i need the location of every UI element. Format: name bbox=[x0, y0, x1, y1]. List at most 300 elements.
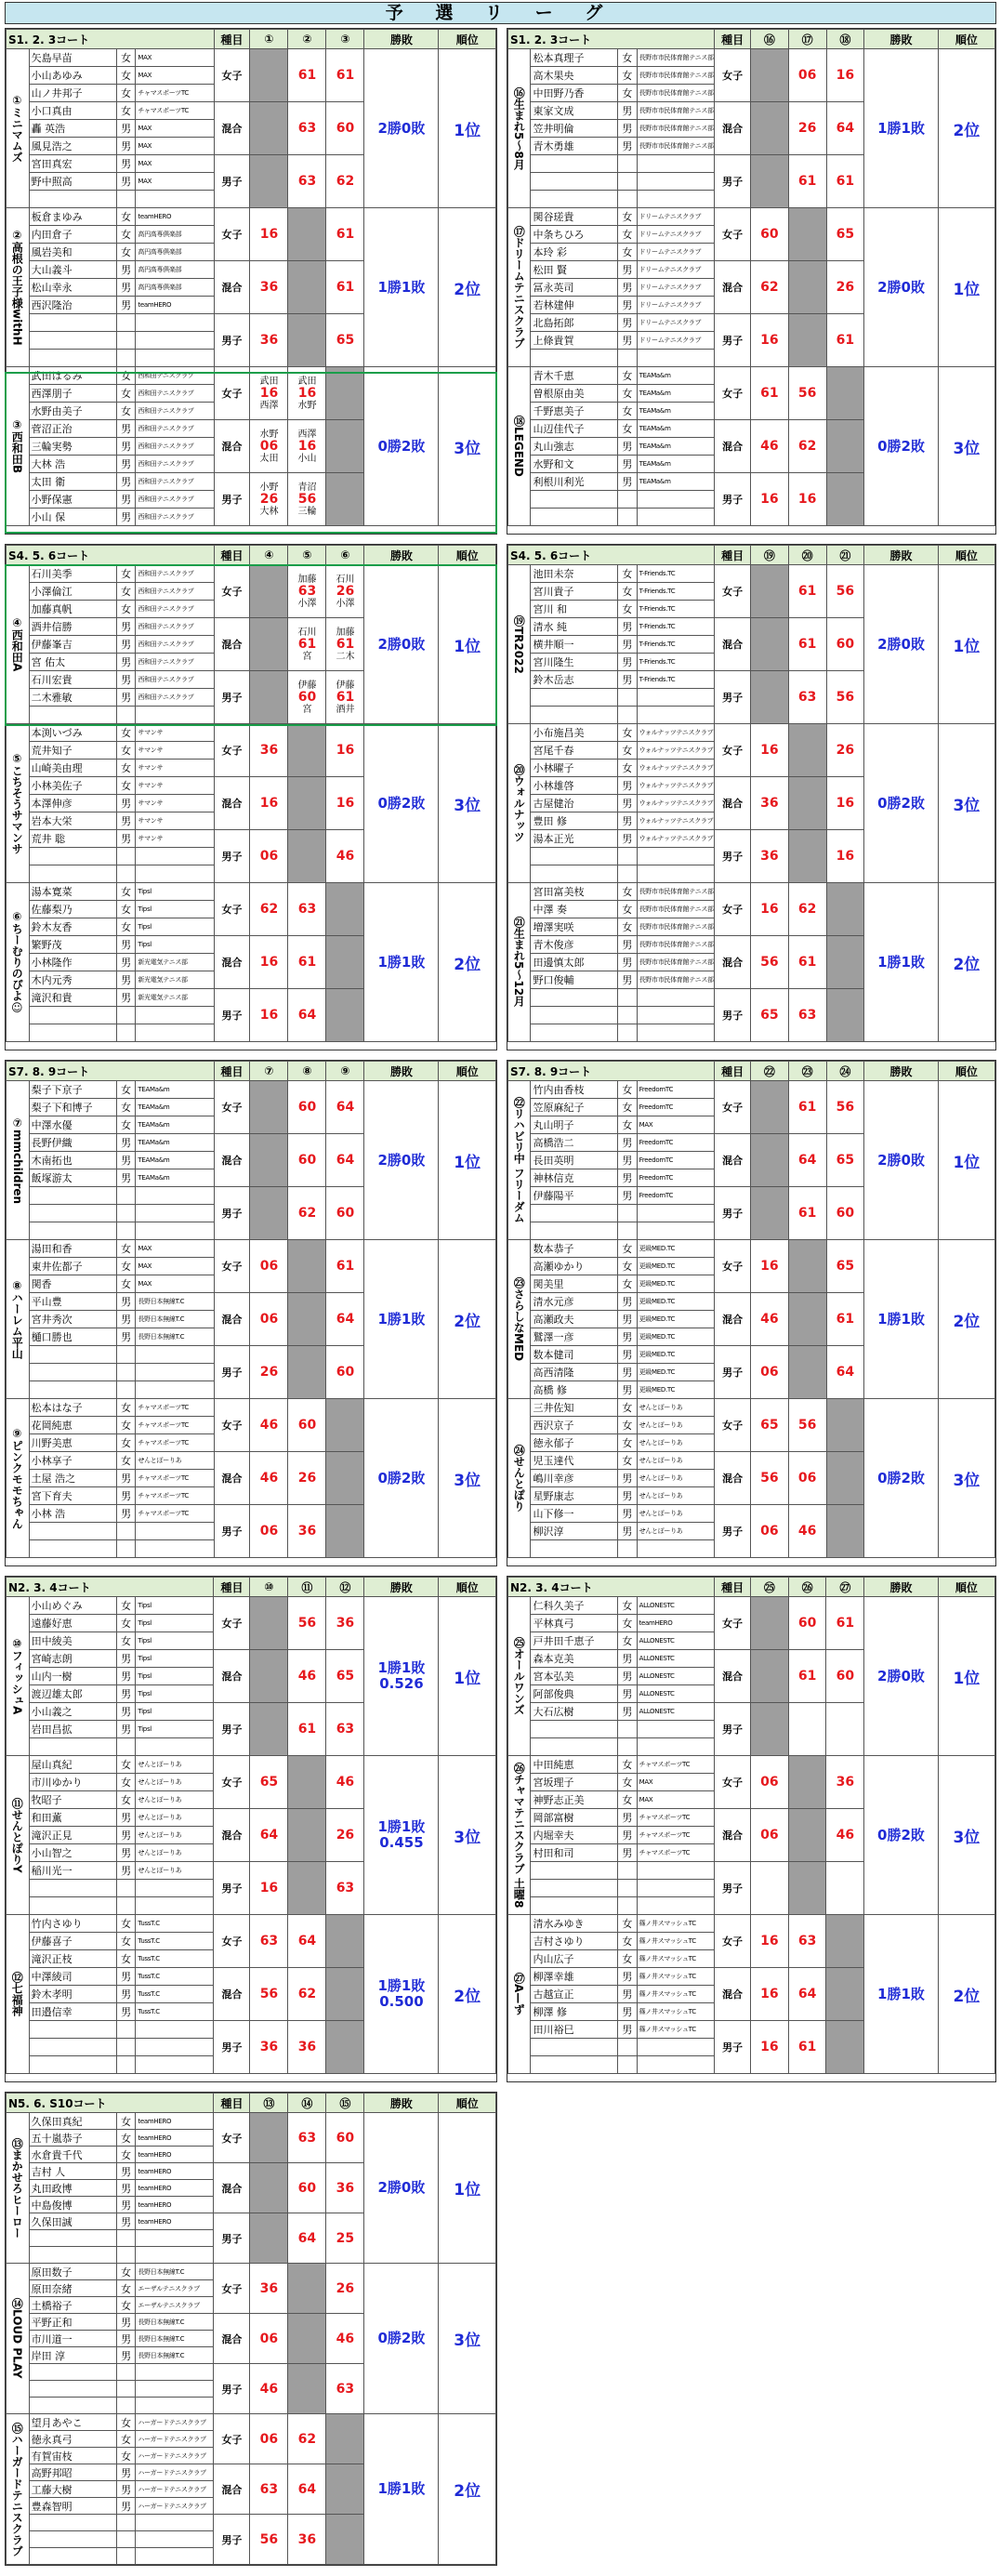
win-loss: 1勝1敗 bbox=[364, 208, 439, 367]
self-match-cell bbox=[750, 155, 788, 208]
score-value: 56 bbox=[297, 491, 317, 507]
player-name: 水倉貴千代 bbox=[29, 2147, 116, 2163]
player-gender: 女 bbox=[116, 1756, 136, 1774]
type-header: 種目 bbox=[715, 546, 751, 565]
self-match-cell bbox=[288, 1809, 326, 1862]
event-type: 混合 bbox=[715, 1968, 751, 2021]
event-type: 女子 bbox=[715, 49, 751, 102]
player-club: Tipsl bbox=[136, 883, 214, 901]
player-club: MAX bbox=[136, 138, 214, 155]
player-gender: 男 bbox=[116, 1685, 136, 1703]
player-club: サマンサ bbox=[136, 760, 214, 777]
player-club: 長野日本無線T.C bbox=[136, 2264, 214, 2280]
win-loss: 1勝1敗 bbox=[864, 883, 939, 1042]
player-gender: 男 bbox=[618, 261, 637, 279]
rank-header: 順位 bbox=[439, 1062, 496, 1081]
player-gender: 女 bbox=[116, 724, 136, 742]
player-gender: 男 bbox=[116, 2163, 136, 2180]
event-type: 混合 bbox=[715, 1293, 751, 1346]
player-club: MAX bbox=[136, 1275, 214, 1293]
player-name: 工藤大樹 bbox=[29, 2481, 116, 2498]
player-name: 川野美恵 bbox=[29, 1434, 116, 1452]
player-name: 中田純恵 bbox=[531, 1756, 618, 1774]
player-gender: 男 bbox=[116, 1293, 136, 1311]
match-score: 62 bbox=[288, 1968, 326, 2021]
player-name: 内田倉子 bbox=[29, 226, 116, 244]
player-gender: 男 bbox=[116, 654, 136, 671]
rank-header: 順位 bbox=[938, 546, 994, 565]
player-club: 西和田テニスクラブ bbox=[136, 438, 214, 456]
player-club: ALLONESTC bbox=[637, 1668, 715, 1685]
pair-player: 武田 bbox=[297, 376, 317, 387]
player-club: 長野市市民体育館テニス部 bbox=[637, 85, 715, 102]
player-gender: 女 bbox=[618, 1774, 637, 1791]
player-gender: 女 bbox=[116, 208, 136, 226]
rank: 3位 bbox=[938, 724, 994, 883]
player-gender: 男 bbox=[116, 1827, 136, 1844]
match-score: 56 bbox=[826, 1081, 864, 1134]
player-club: 長野市市民体育館テニス部 bbox=[637, 102, 715, 120]
win-loss: 2勝0敗 bbox=[864, 208, 939, 367]
score-value: 63 bbox=[297, 583, 317, 599]
pair-player: 石川 bbox=[297, 627, 317, 638]
player-name: 樋口勝也 bbox=[29, 1328, 116, 1346]
player-gender: 女 bbox=[116, 1240, 136, 1258]
player-name: 石川美季 bbox=[29, 565, 116, 583]
player-gender: 男 bbox=[116, 671, 136, 689]
league-block bbox=[5, 28, 497, 535]
match-score: 60 bbox=[826, 1650, 864, 1703]
player-name: 関谷瑳貴 bbox=[531, 208, 618, 226]
player-row bbox=[7, 49, 496, 67]
player-club: TEAMa&m bbox=[637, 420, 715, 438]
event-type: 混合 bbox=[715, 1809, 751, 1862]
player-name: 高瀬政夫 bbox=[531, 1311, 618, 1328]
rank-header: 順位 bbox=[439, 2094, 496, 2113]
event-type: 女子 bbox=[715, 208, 751, 261]
player-name: 中田野乃香 bbox=[531, 85, 618, 102]
player-name: 曽根原由美 bbox=[531, 385, 618, 403]
league-block bbox=[507, 28, 996, 535]
match-score: 64 bbox=[326, 1134, 364, 1187]
player-name: 小山めぐみ bbox=[29, 1597, 116, 1615]
match-score: 63 bbox=[788, 1915, 826, 1968]
win-loss: 2勝0敗 bbox=[364, 2113, 439, 2264]
pair-names bbox=[290, 574, 323, 610]
player-club: 長野市市民体育館テニス部 bbox=[637, 954, 715, 971]
player-name: 鈴木友香 bbox=[29, 918, 116, 936]
player-gender: 女 bbox=[618, 1632, 637, 1650]
self-match-cell bbox=[288, 1240, 326, 1293]
event-type: 女子 bbox=[214, 1756, 250, 1809]
player-gender: 男 bbox=[116, 2331, 136, 2347]
player-club: ALLONESTC bbox=[637, 1597, 715, 1615]
pair-player: 青沼 bbox=[297, 482, 317, 493]
pair-player: 伊藤 bbox=[336, 680, 355, 691]
team-name: ①ミニマムズ bbox=[7, 49, 30, 208]
player-gender: 女 bbox=[116, 1417, 136, 1434]
player-name: 古屋健治 bbox=[531, 795, 618, 812]
player-gender: 男 bbox=[618, 1685, 637, 1703]
player-name: 花岡純恵 bbox=[29, 1417, 116, 1434]
match-score: 16 bbox=[250, 989, 288, 1042]
player-name: 岩田昌拡 bbox=[29, 1721, 116, 1738]
player-gender: 女 bbox=[116, 742, 136, 760]
event-type: 女子 bbox=[715, 883, 751, 936]
player-gender: 男 bbox=[116, 2481, 136, 2498]
player-gender: 男 bbox=[116, 420, 136, 438]
self-match-cell bbox=[788, 724, 826, 777]
player-club: 更級MED.TC bbox=[637, 1346, 715, 1364]
player-name: 伊藤陽平 bbox=[531, 1187, 618, 1205]
player-gender: 男 bbox=[618, 2021, 637, 2039]
player-club: TussT.C bbox=[136, 2003, 214, 2021]
player-row bbox=[508, 1756, 995, 1774]
event-type: 男子 bbox=[214, 155, 250, 208]
player-gender: 男 bbox=[116, 491, 136, 509]
player-gender: 女 bbox=[618, 1417, 637, 1434]
win-loss: 1勝1敗 0.500 bbox=[364, 1915, 439, 2074]
match-score bbox=[826, 1862, 864, 1915]
player-club: せんとぽーりあ bbox=[136, 1756, 214, 1774]
player-name: 宮崎志朗 bbox=[29, 1650, 116, 1668]
match-score: 46 bbox=[750, 420, 788, 473]
player-row bbox=[7, 2113, 496, 2130]
rank: 3位 bbox=[439, 1756, 496, 1915]
match-score: 63 bbox=[288, 2113, 326, 2163]
player-club: 長野日本無線T.C bbox=[136, 2347, 214, 2364]
player-club: ウォルナッツテニスクラブ bbox=[637, 795, 715, 812]
player-name: 望月あやこ bbox=[29, 2414, 116, 2431]
player-club: ハーガードテニスクラブ bbox=[136, 2481, 214, 2498]
player-row bbox=[508, 49, 995, 67]
match-score: 16 bbox=[788, 473, 826, 526]
player-name: 山内一樹 bbox=[29, 1668, 116, 1685]
player-club: ハーガードテニスクラブ bbox=[136, 2414, 214, 2431]
player-club: ウォルナッツテニスクラブ bbox=[637, 742, 715, 760]
self-match-cell bbox=[326, 2414, 364, 2464]
player-club: ウォルナッツテニスクラブ bbox=[637, 830, 715, 848]
player-gender: 男 bbox=[116, 279, 136, 297]
match-score bbox=[288, 473, 326, 526]
player-club: Tipsl bbox=[136, 1703, 214, 1721]
match-score: 63 bbox=[326, 2364, 364, 2414]
player-gender: 男 bbox=[116, 1470, 136, 1487]
event-type: 混合 bbox=[715, 261, 751, 314]
self-match-cell bbox=[326, 2021, 364, 2074]
player-club: 長野日本無線T.C bbox=[136, 2314, 214, 2331]
player-row bbox=[508, 1081, 995, 1099]
player-club: TEAMa&m bbox=[637, 473, 715, 491]
player-gender: 女 bbox=[116, 1597, 136, 1615]
player-name: 酒井信勝 bbox=[29, 618, 116, 636]
self-match-cell bbox=[250, 155, 288, 208]
player-club: 更級MED.TC bbox=[637, 1328, 715, 1346]
result-header: 勝敗 bbox=[864, 30, 939, 49]
event-type: 女子 bbox=[214, 208, 250, 261]
player-name: 高木果央 bbox=[531, 67, 618, 85]
player-name: 菅沼正治 bbox=[29, 420, 116, 438]
player-club: teamHERO bbox=[637, 1615, 715, 1632]
match-header: ㉔ bbox=[826, 1062, 864, 1081]
match-score: 36 bbox=[250, 724, 288, 777]
event-type: 混合 bbox=[715, 420, 751, 473]
player-name: 有賀宙枝 bbox=[29, 2448, 116, 2464]
self-match-cell bbox=[750, 671, 788, 724]
match-header: ⑮ bbox=[326, 2094, 364, 2113]
self-match-cell bbox=[326, 989, 364, 1042]
match-score: 65 bbox=[750, 1399, 788, 1452]
player-club: せんとぽーりあ bbox=[136, 1862, 214, 1880]
player-club: 西和田テニスクラブ bbox=[136, 420, 214, 438]
player-name: 市川ゆかり bbox=[29, 1774, 116, 1791]
league-block bbox=[507, 544, 996, 1050]
player-name: 数本健司 bbox=[531, 1346, 618, 1364]
player-row bbox=[7, 1597, 496, 1615]
win-loss: 0勝2敗 bbox=[364, 1399, 439, 1558]
player-club: せんとぽーりあ bbox=[637, 1487, 715, 1505]
player-club: チャマスポーツTC bbox=[637, 1756, 715, 1774]
player-name: 加藤真帆 bbox=[29, 601, 116, 618]
player-gender: 女 bbox=[116, 1915, 136, 1933]
player-name: 風岩美和 bbox=[29, 244, 116, 261]
player-name: 本澤伸彦 bbox=[29, 795, 116, 812]
match-score: 06 bbox=[250, 1505, 288, 1558]
self-match-cell bbox=[250, 2213, 288, 2264]
player-gender: 男 bbox=[618, 971, 637, 989]
player-gender: 男 bbox=[618, 138, 637, 155]
player-gender: 女 bbox=[618, 1258, 637, 1275]
player-gender: 男 bbox=[618, 812, 637, 830]
player-club: FreedomTC bbox=[637, 1099, 715, 1116]
player-name: 三井佐知 bbox=[531, 1399, 618, 1417]
player-gender: 男 bbox=[618, 332, 637, 350]
match-score: 36 bbox=[250, 261, 288, 314]
match-score: 06 bbox=[750, 1505, 788, 1558]
match-score: 61 bbox=[326, 261, 364, 314]
player-gender: 男 bbox=[618, 1470, 637, 1487]
match-score: 46 bbox=[326, 1756, 364, 1809]
player-club: TEAMa&m bbox=[136, 1081, 214, 1099]
player-gender: 女 bbox=[618, 226, 637, 244]
player-gender: 男 bbox=[116, 1703, 136, 1721]
pair-player: 水野 bbox=[297, 400, 317, 411]
player-gender: 男 bbox=[618, 636, 637, 654]
match-score: 26 bbox=[250, 1346, 288, 1399]
player-gender: 男 bbox=[618, 1505, 637, 1523]
player-club: MAX bbox=[136, 49, 214, 67]
player-club: FreedomTC bbox=[637, 1134, 715, 1152]
match-score: 64 bbox=[288, 2464, 326, 2515]
pair-names bbox=[290, 482, 323, 518]
player-row bbox=[508, 1597, 995, 1615]
match-score: 61 bbox=[788, 155, 826, 208]
match-score: 16 bbox=[750, 314, 788, 367]
team-name: ⑥ちーむりのぴよ☺ bbox=[7, 883, 30, 1042]
player-club: チャマスポーツTC bbox=[136, 1505, 214, 1523]
player-gender: 女 bbox=[116, 102, 136, 120]
player-gender: 男 bbox=[618, 654, 637, 671]
self-match-cell bbox=[326, 2464, 364, 2515]
player-gender: 女 bbox=[618, 1099, 637, 1116]
event-type: 男子 bbox=[214, 2021, 250, 2074]
player-club: 篠ノ井スマッシュTC bbox=[637, 1915, 715, 1933]
court-name: S7. 8. 9コート bbox=[7, 1062, 215, 1081]
player-name: 平野正和 bbox=[29, 2314, 116, 2331]
player-gender: 男 bbox=[116, 155, 136, 173]
event-type: 混合 bbox=[715, 102, 751, 155]
win-loss: 2勝0敗 bbox=[364, 49, 439, 208]
player-gender: 女 bbox=[116, 1399, 136, 1417]
self-match-cell bbox=[788, 1293, 826, 1346]
player-club: 篠ノ井スマッシュTC bbox=[637, 2021, 715, 2039]
player-row bbox=[7, 565, 496, 583]
player-club: 西和田テニスクラブ bbox=[136, 367, 214, 385]
match-score: 61 bbox=[788, 565, 826, 618]
event-type: 混合 bbox=[214, 618, 250, 671]
self-match-cell bbox=[250, 49, 288, 102]
match-score: 64 bbox=[250, 1809, 288, 1862]
player-name: 遠藤好恵 bbox=[29, 1615, 116, 1632]
player-name: 荒井 聡 bbox=[29, 830, 116, 848]
win-loss: 0勝2敗 bbox=[864, 1756, 939, 1915]
player-gender: 女 bbox=[618, 1399, 637, 1417]
player-gender: 男 bbox=[116, 138, 136, 155]
player-gender: 男 bbox=[116, 812, 136, 830]
match-score: 56 bbox=[250, 2515, 288, 2565]
match-score: 16 bbox=[326, 724, 364, 777]
pair-player: 小澤 bbox=[297, 598, 317, 609]
player-row bbox=[508, 367, 995, 385]
player-gender: 男 bbox=[116, 456, 136, 473]
team-name: ㉒リハビリ中 フリーダム bbox=[508, 1081, 531, 1240]
player-name: 小山 保 bbox=[29, 509, 116, 526]
rank: 3位 bbox=[439, 367, 496, 526]
match-header: ⑨ bbox=[326, 1062, 364, 1081]
event-type: 混合 bbox=[214, 420, 250, 473]
player-club: チャマスポーツTC bbox=[637, 1827, 715, 1844]
player-gender: 女 bbox=[116, 403, 136, 420]
player-club: 長野市市民体育館テニス部 bbox=[637, 120, 715, 138]
player-gender: 女 bbox=[618, 85, 637, 102]
player-club: 西和田テニスクラブ bbox=[136, 491, 214, 509]
match-score: 36 bbox=[250, 2264, 288, 2314]
player-name: 原田数子 bbox=[29, 2264, 116, 2280]
player-name: 青木勇雄 bbox=[531, 138, 618, 155]
score-value: 26 bbox=[259, 491, 279, 507]
match-score: 61 bbox=[826, 314, 864, 367]
player-gender: 女 bbox=[116, 2431, 136, 2448]
match-score: 36 bbox=[750, 777, 788, 830]
self-match-cell bbox=[288, 261, 326, 314]
player-club: 西和田テニスクラブ bbox=[136, 636, 214, 654]
player-club: MAX bbox=[637, 1774, 715, 1791]
rank: 2位 bbox=[439, 1915, 496, 2074]
player-name: 高橋 修 bbox=[531, 1381, 618, 1399]
player-club: サマンサ bbox=[136, 777, 214, 795]
player-gender: 男 bbox=[116, 795, 136, 812]
rank: 1位 bbox=[439, 565, 496, 724]
pair-player: 西澤 bbox=[259, 400, 279, 411]
match-header: ㉒ bbox=[750, 1062, 788, 1081]
rank: 1位 bbox=[938, 1597, 994, 1756]
player-name: 中澤 奏 bbox=[531, 901, 618, 918]
player-club: せんとぽーりあ bbox=[637, 1505, 715, 1523]
self-match-cell bbox=[250, 1187, 288, 1240]
league-block bbox=[5, 1060, 497, 1566]
player-club: 更級MED.TC bbox=[637, 1258, 715, 1275]
match-score: 25 bbox=[326, 2213, 364, 2264]
pair-player: 宮 bbox=[302, 704, 312, 715]
team-name: ⑨ピンクモモちゃん bbox=[7, 1399, 30, 1558]
match-score: 63 bbox=[326, 1862, 364, 1915]
win-loss: 0勝2敗 bbox=[364, 724, 439, 883]
match-score: 63 bbox=[788, 989, 826, 1042]
match-score: 65 bbox=[326, 314, 364, 367]
player-club: FreedomTC bbox=[637, 1081, 715, 1099]
player-name: 土屋 浩之 bbox=[29, 1470, 116, 1487]
player-name: 宮田真宏 bbox=[29, 155, 116, 173]
player-name: 竹内由香枝 bbox=[531, 1081, 618, 1099]
score-value: 26 bbox=[336, 583, 355, 599]
match-header: ② bbox=[288, 30, 326, 49]
result-header: 勝敗 bbox=[864, 1578, 939, 1597]
player-gender: 女 bbox=[116, 1774, 136, 1791]
match-score: 65 bbox=[250, 1756, 288, 1809]
player-club: TEAMa&m bbox=[136, 1169, 214, 1187]
match-header: ⑥ bbox=[326, 546, 364, 565]
player-name: 利根川利光 bbox=[531, 473, 618, 491]
event-type: 男子 bbox=[214, 314, 250, 367]
self-match-cell bbox=[288, 1293, 326, 1346]
player-club: Tipsl bbox=[136, 1597, 214, 1615]
player-name: 山崎美由理 bbox=[29, 760, 116, 777]
player-club: 篠ノ井スマッシュTC bbox=[637, 1968, 715, 1986]
win-loss: 0勝2敗 bbox=[364, 367, 439, 526]
match-score: 63 bbox=[250, 1915, 288, 1968]
event-type: 男子 bbox=[214, 1703, 250, 1756]
player-gender: 女 bbox=[116, 901, 136, 918]
match-score: 63 bbox=[250, 2464, 288, 2515]
player-gender: 男 bbox=[116, 1986, 136, 2003]
player-gender: 男 bbox=[116, 989, 136, 1007]
player-club: Tipsl bbox=[136, 936, 214, 954]
match-score: 61 bbox=[326, 208, 364, 261]
player-gender: 女 bbox=[116, 1615, 136, 1632]
player-club: T-Friends.TC bbox=[637, 583, 715, 601]
match-score: 60 bbox=[288, 1134, 326, 1187]
self-match-cell bbox=[250, 1597, 288, 1650]
type-header: 種目 bbox=[214, 30, 250, 49]
player-club: 長野市市民体育館テニス部 bbox=[637, 936, 715, 954]
player-gender: 男 bbox=[116, 954, 136, 971]
match-header: ⑦ bbox=[250, 1062, 288, 1081]
player-name: 神林信克 bbox=[531, 1169, 618, 1187]
event-type: 混合 bbox=[214, 2163, 250, 2213]
player-gender: 女 bbox=[116, 1116, 136, 1134]
player-club: 長野市市民体育館テニス部 bbox=[637, 918, 715, 936]
league-block bbox=[5, 544, 497, 1050]
player-gender: 男 bbox=[618, 1152, 637, 1169]
player-gender: 男 bbox=[618, 1809, 637, 1827]
match-header: ⑤ bbox=[288, 546, 326, 565]
player-club: せんとぽーりあ bbox=[136, 1844, 214, 1862]
player-name: 小山あゆみ bbox=[29, 67, 116, 85]
match-score: 06 bbox=[788, 1452, 826, 1505]
player-name: 青木俊彦 bbox=[531, 936, 618, 954]
player-name: 滝沢和貴 bbox=[29, 989, 116, 1007]
rank: 1位 bbox=[439, 1081, 496, 1240]
